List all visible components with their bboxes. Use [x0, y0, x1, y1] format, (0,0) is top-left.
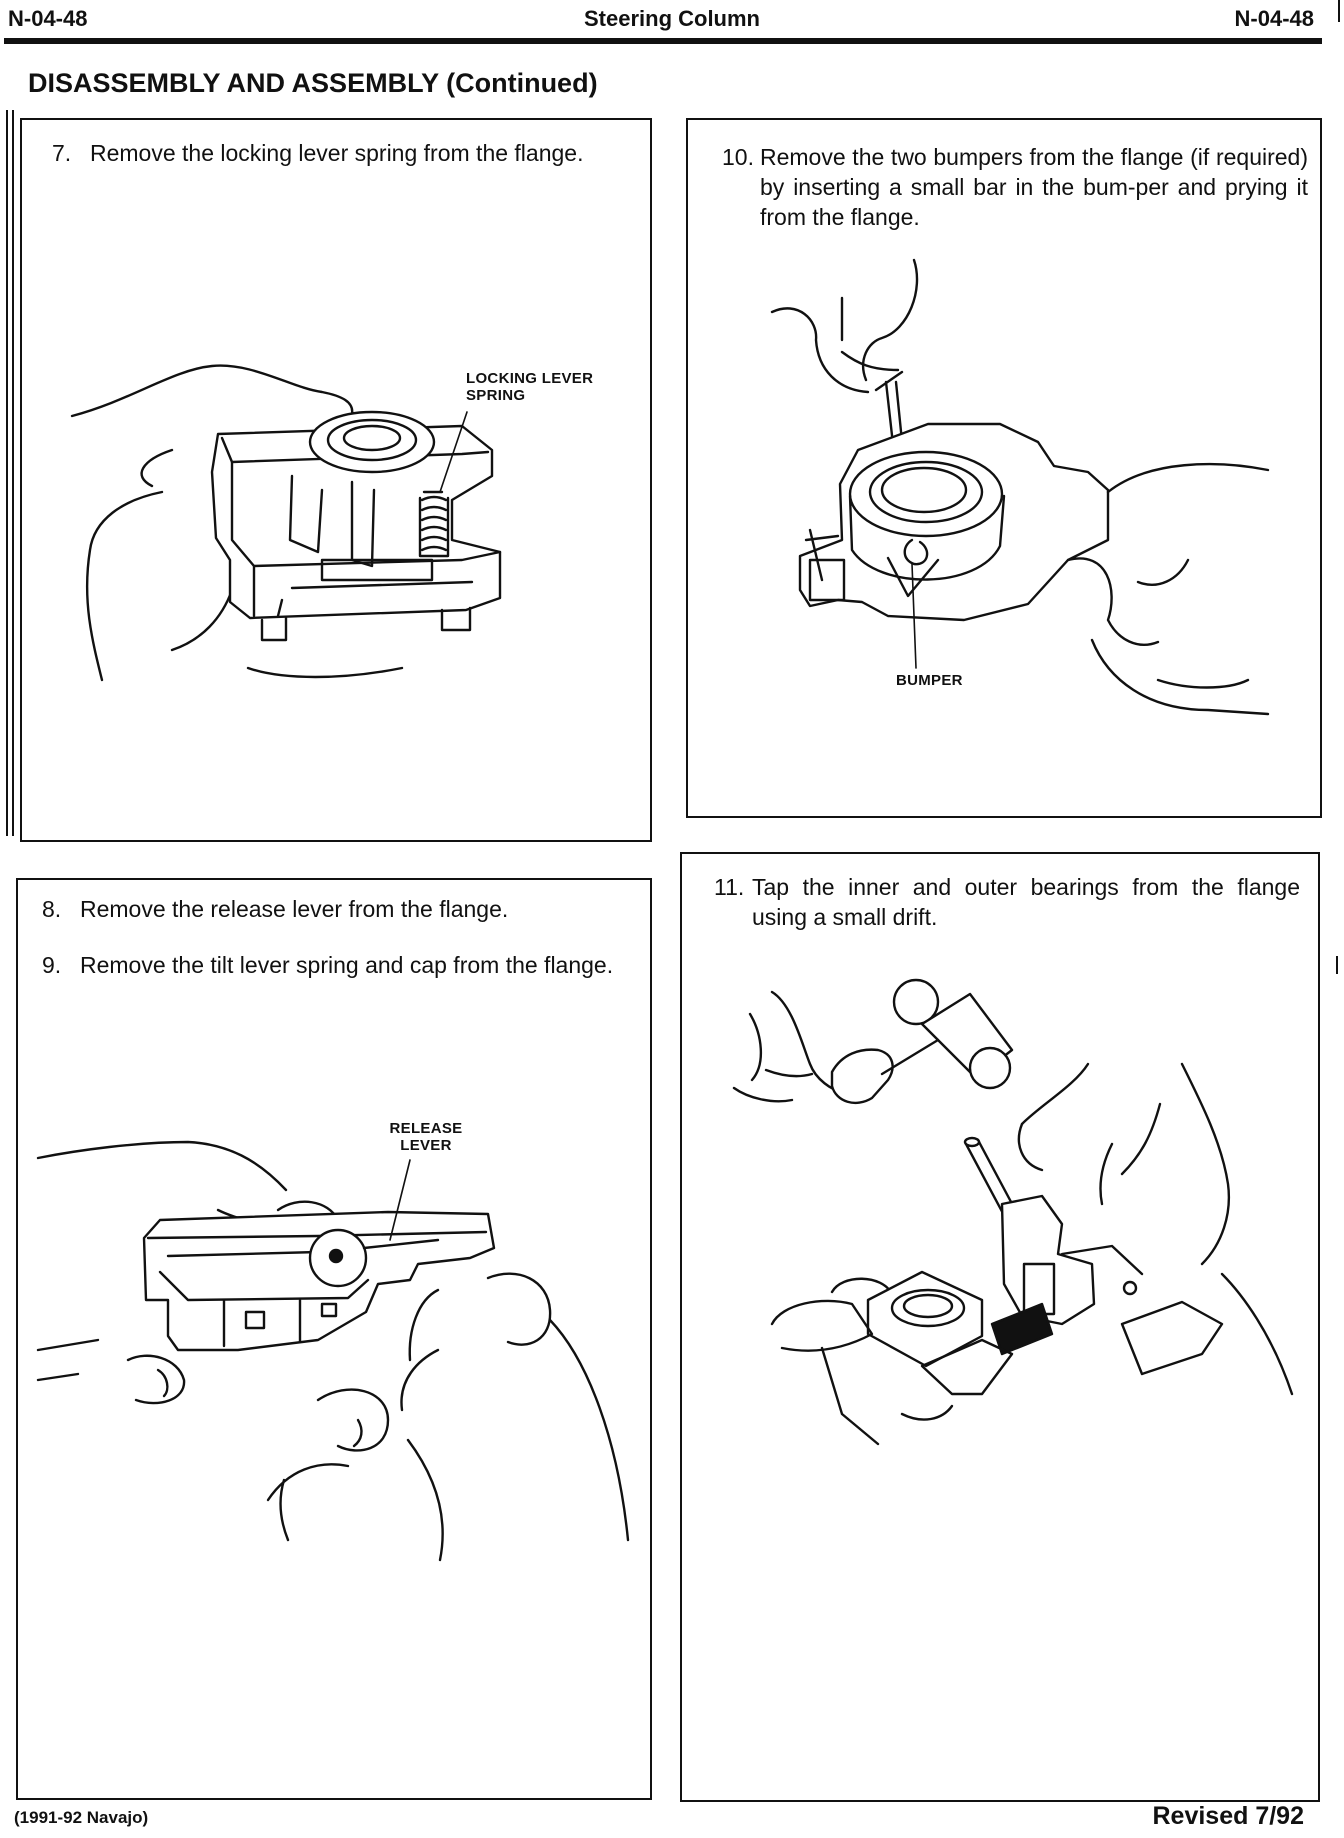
footer-revision: Revised 7/92 [1152, 1802, 1304, 1830]
step-number: 9. [42, 952, 62, 978]
bearing-removal-illustration [682, 854, 1322, 1804]
step-7-panel [20, 118, 652, 842]
step-number: 7. [52, 140, 72, 166]
page-code-left: N-04-48 [8, 6, 88, 31]
header-rule [4, 38, 1322, 44]
callout-release-lever: RELEASE LEVER [389, 1120, 463, 1154]
margin-rule [12, 110, 14, 836]
step-instruction: Remove the two bumpers from the flange (if required) by inserting a small bar in the bum-per and prying it from the flange. [760, 144, 1308, 230]
bumper-removal-illustration [688, 120, 1324, 820]
step-10-panel [686, 118, 1322, 818]
step-instruction: Remove the locking lever spring from the flange. [90, 140, 584, 166]
margin-rule [6, 110, 8, 836]
release-lever-illustration [18, 880, 654, 1802]
flange-locking-lever-illustration [22, 120, 654, 844]
step-instruction: Tap the inner and outer bearings from the flange using a small drift. [752, 874, 1300, 930]
page-code-right: N-04-48 [1234, 6, 1314, 31]
crop-mark [1338, 0, 1340, 22]
callout-bumper: BUMPER [896, 672, 963, 689]
step-11-panel [680, 852, 1320, 1802]
section-title: DISASSEMBLY AND ASSEMBLY (Continued) [28, 68, 598, 98]
step-8-9-panel [16, 878, 652, 1800]
step-number: 8. [42, 896, 62, 922]
crop-mark [1336, 956, 1338, 974]
step-instruction: Remove the tilt lever spring and cap from the flange. [80, 952, 614, 978]
footer-model: (1991-92 Navajo) [14, 1808, 149, 1827]
step-number: 10. [722, 144, 754, 170]
step-instruction: Remove the release lever from the flange. [80, 896, 509, 922]
callout-locking-lever-spring: LOCKING LEVER SPRING [466, 370, 594, 404]
step-number: 11. [714, 874, 745, 900]
page-header-title: Steering Column [583, 6, 760, 31]
